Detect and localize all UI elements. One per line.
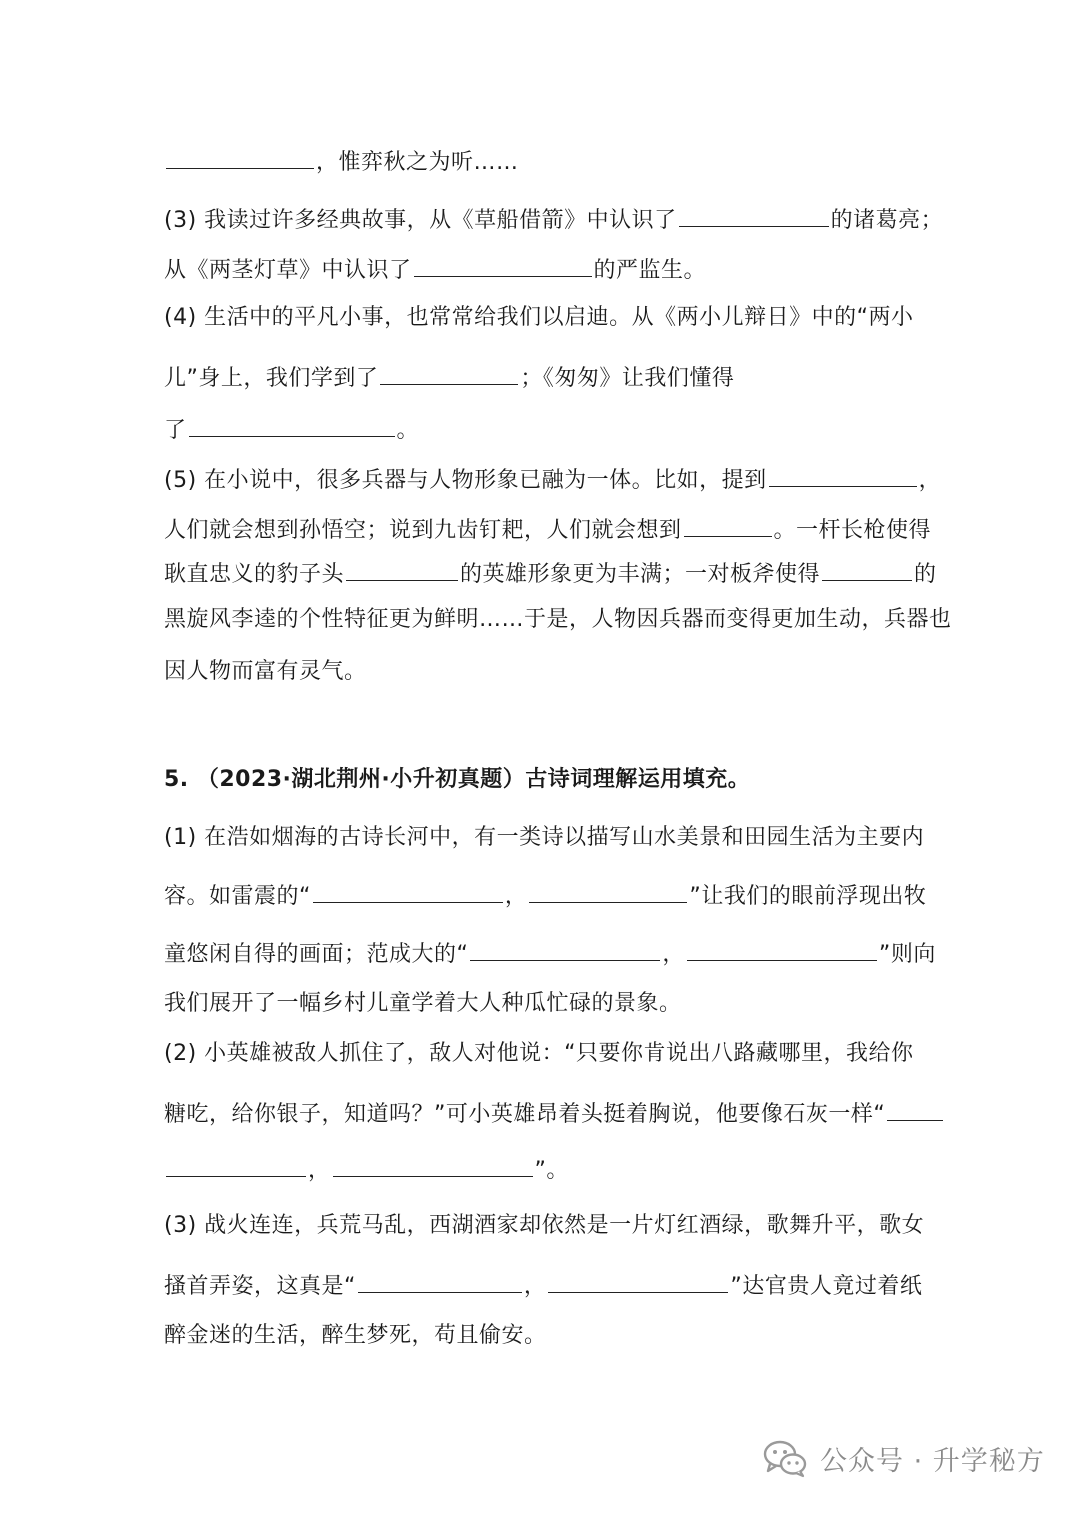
text-line: [164, 508, 932, 548]
text-line: [164, 818, 924, 858]
line-text: ，: [504, 884, 528, 909]
answer-blank: [333, 1148, 533, 1177]
answer-blank: [822, 552, 912, 581]
text-line: [164, 1206, 924, 1246]
text-line: [164, 298, 924, 338]
line-text: 容。如雷震的“: [164, 884, 311, 909]
answer-blank: [769, 458, 917, 487]
line-text: 耿直忠义的豹子头: [164, 562, 345, 587]
text-line: [164, 458, 942, 498]
line-text: (5) 在小说中，很多兵器与人物形象已融为一体。比如，提到: [164, 468, 767, 493]
line-text: (2) 小英雄被敌人抓住了，敌人对他说：“只要你肯说出八路藏哪里，我给你: [164, 1041, 914, 1066]
line-text: ；《匆匆》让我们懂得: [520, 366, 735, 391]
line-text: (4) 生活中的平凡小事，也常常给我们以启迪。从《两小儿辩日》中的“两小: [164, 305, 914, 330]
text-line: [164, 552, 937, 592]
line-text: 搔首弄姿，这真是“: [164, 1274, 356, 1299]
watermark: [762, 1428, 1062, 1488]
line-text: (1) 在浩如烟海的古诗长河中，有一类诗以描写山水美景和田园生活为主要内: [164, 825, 925, 850]
line-text: ，: [523, 1274, 547, 1299]
line-text: 。一杆长枪使得: [773, 518, 932, 543]
text-line: [164, 1148, 924, 1188]
line-text: 我们展开了一幅乡村儿童学着大人种瓜忙碌的景象。: [164, 991, 682, 1016]
line-text: 醉金迷的生活，醉生梦死，苟且偷安。: [164, 1323, 547, 1348]
answer-blank: [189, 408, 395, 437]
answer-blank: [687, 932, 877, 961]
line-text: ”达官贵人竟过着纸: [730, 1274, 923, 1299]
text-line: [164, 652, 924, 692]
line-text: ，: [662, 942, 685, 967]
text-line: [164, 140, 924, 180]
line-text: 了: [164, 418, 187, 443]
text-line: [164, 932, 936, 972]
text-line: [164, 356, 924, 396]
line-text: 童悠闲自得的画面；范成大的“: [164, 942, 469, 967]
line-text: ，: [308, 1158, 331, 1183]
answer-blank: [414, 248, 592, 277]
text-line: [164, 1316, 924, 1356]
line-text: 儿”身上，我们学到了: [164, 366, 379, 391]
answer-blank: [358, 1264, 522, 1293]
line-text: ”则向: [878, 942, 936, 967]
line-text: ，惟弈秋之为听……: [316, 150, 519, 175]
text-line: [164, 874, 927, 914]
answer-blank: [684, 508, 772, 537]
text-line: [164, 1092, 924, 1132]
answer-blank: [470, 932, 660, 961]
text-line: [164, 198, 944, 238]
question-heading: [164, 760, 924, 800]
line-text: 黑旋风李逵的个性特征更为鲜明……于是，人物因兵器而变得更加生动，兵器也: [164, 607, 952, 632]
line-text: 。: [396, 418, 420, 443]
answer-blank: [313, 874, 503, 903]
line-text: 的: [914, 562, 937, 587]
text-line: [164, 984, 924, 1024]
text-line: [164, 600, 952, 640]
answer-blank: [166, 140, 314, 169]
line-text: ，: [918, 468, 942, 493]
text-line: [164, 1264, 924, 1304]
answer-blank: [887, 1092, 943, 1121]
line-text: 的严监生。: [593, 258, 707, 283]
question-title: 5. （2023·湖北荆州·小升初真题）古诗词理解运用填充。: [164, 767, 751, 792]
line-text: 的英雄形象更为丰满；一对板斧使得: [460, 562, 821, 587]
line-text: (3) 我读过许多经典故事，从《草船借箭》中认识了: [164, 208, 677, 233]
answer-blank: [548, 1264, 728, 1293]
line-text: 的诸葛亮；: [830, 208, 944, 233]
answer-blank: [166, 1148, 306, 1177]
answer-blank: [346, 552, 458, 581]
line-text: 糖吃，给你银子，知道吗？”可小英雄昂着头挺着胸说，他要像石灰一样“: [164, 1102, 886, 1127]
line-text: 从《两茎灯草》中认识了: [164, 258, 412, 283]
line-text: 因人物而富有灵气。: [164, 659, 367, 684]
watermark-text: 公众号 · 升学秘方: [820, 1445, 1045, 1477]
text-line: [164, 1034, 924, 1074]
answer-blank: [679, 198, 829, 227]
answer-blank: [380, 356, 518, 385]
line-text: ”。: [534, 1158, 569, 1183]
line-text: 人们就会想到孙悟空；说到九齿钉耙，人们就会想到: [164, 518, 682, 543]
line-text: ”让我们的眼前浮现出牧: [689, 884, 927, 909]
wechat-icon: [762, 1438, 808, 1478]
answer-blank: [529, 874, 687, 903]
text-line: [164, 408, 924, 448]
text-line: [164, 248, 924, 288]
line-text: (3) 战火连连，兵荒马乱，西湖酒家却依然是一片灯红酒绿，歌舞升平，歌女: [164, 1213, 925, 1238]
